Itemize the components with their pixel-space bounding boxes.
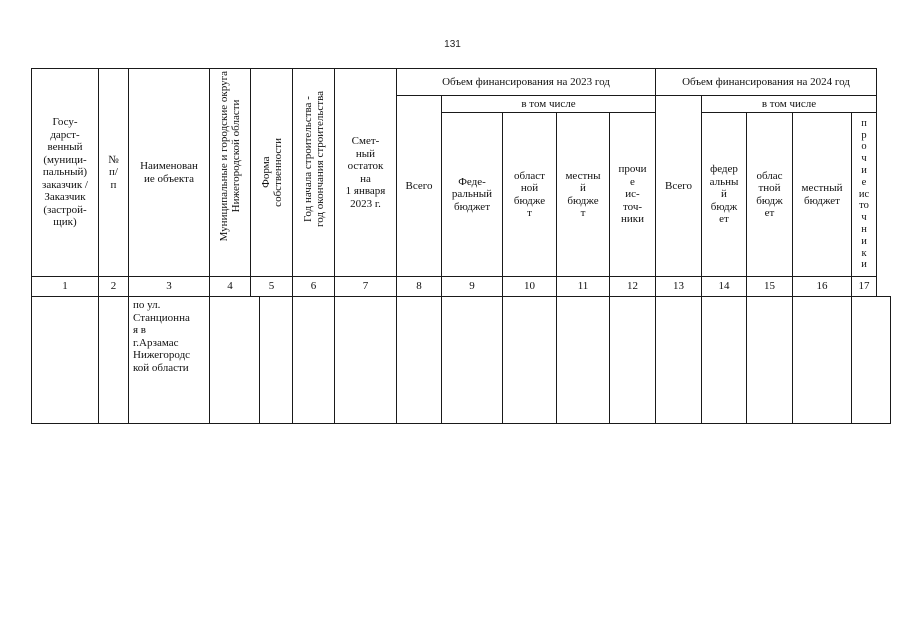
cell-customer — [31, 296, 99, 424]
cell-ownership — [259, 296, 293, 424]
header-including-2023: в том числе — [441, 95, 656, 113]
cell-construction-years — [292, 296, 335, 424]
cell-total-2023 — [396, 296, 442, 424]
cell-federal-2023 — [441, 296, 503, 424]
header-federal-2023: Феде- ральный бюджет — [441, 112, 503, 277]
header-other-2024: п р о ч и е ис то ч н и к и — [851, 112, 877, 277]
header-federal-2024: федер альны й бюдж ет — [701, 112, 747, 277]
cell-other-2023 — [609, 296, 656, 424]
header-including-2024: в том числе — [701, 95, 877, 113]
colnum-4: 4 — [209, 276, 251, 297]
cell-estimate-remainder — [334, 296, 397, 424]
header-regional-2023: област ной бюдже т — [502, 112, 557, 277]
header-customer: Госу- дарст- венный (муници- пальный) заказчик / Заказчик (застрой- щик) — [31, 68, 99, 277]
colnum-2: 2 — [98, 276, 129, 297]
colnum-6: 6 — [292, 276, 335, 297]
colnum-5: 5 — [250, 276, 293, 297]
colnum-16: 16 — [792, 276, 852, 297]
colnum-1: 1 — [31, 276, 99, 297]
cell-local-2023 — [556, 296, 610, 424]
header-total-2023: Всего — [396, 95, 442, 277]
header-financing-2023: Объем финансирования на 2023 год — [396, 68, 656, 96]
header-financing-2024: Объем финансирования на 2024 год — [655, 68, 877, 96]
cell-other-2024 — [851, 296, 891, 424]
header-municipality: Муниципальные и городские округа Нижегородской области — [209, 68, 251, 277]
page-number: 131 — [444, 39, 461, 50]
header-object-name: Наименован ие объекта — [128, 68, 210, 277]
cell-municipality — [209, 296, 260, 424]
colnum-8: 8 — [396, 276, 442, 297]
header-regional-2024: облас тной бюдж ет — [746, 112, 793, 277]
header-construction-years: Год начала строительства - год окончания строительства — [292, 68, 335, 277]
colnum-7: 7 — [334, 276, 397, 297]
colnum-14: 14 — [701, 276, 747, 297]
cell-regional-2023 — [502, 296, 557, 424]
colnum-15: 15 — [746, 276, 793, 297]
cell-object-name: по ул. Станционна я в г.Арзамас Нижегородс кой области — [128, 296, 210, 424]
colnum-10: 10 — [502, 276, 557, 297]
header-ownership: Форма собственности — [250, 68, 293, 277]
cell-federal-2024 — [701, 296, 747, 424]
colnum-11: 11 — [556, 276, 610, 297]
header-estimate-remainder: Смет- ный остаток на 1 января 2023 г. — [334, 68, 397, 277]
header-local-2023: местны й бюдже т — [556, 112, 610, 277]
header-local-2024: местный бюджет — [792, 112, 852, 277]
header-other-2023: прочи е ис- точ- ники — [609, 112, 656, 277]
cell-number — [98, 296, 129, 424]
header-total-2024: Всего — [655, 95, 702, 277]
cell-total-2024 — [655, 296, 702, 424]
colnum-9: 9 — [441, 276, 503, 297]
colnum-12: 12 — [609, 276, 656, 297]
cell-regional-2024 — [746, 296, 793, 424]
colnum-13: 13 — [655, 276, 702, 297]
cell-local-2024 — [792, 296, 852, 424]
colnum-3: 3 — [128, 276, 210, 297]
colnum-17: 17 — [851, 276, 877, 297]
header-number: № п/ п — [98, 68, 129, 277]
